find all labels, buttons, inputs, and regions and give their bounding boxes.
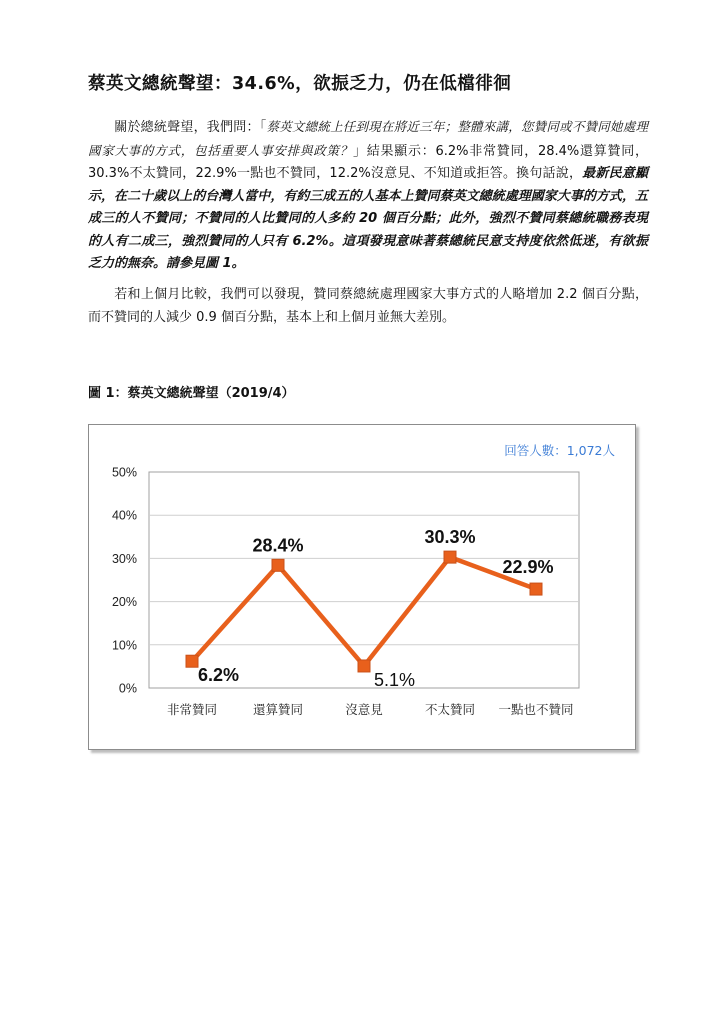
approval-line-chart (89, 425, 637, 751)
y-tick-label: 20% (111, 595, 137, 610)
series-line (192, 557, 536, 666)
y-tick-label: 0% (118, 681, 137, 696)
x-tick-label: 不太贊同 (424, 702, 476, 717)
y-tick-label: 10% (111, 638, 137, 653)
paragraph-2 (88, 284, 648, 329)
data-point (530, 583, 542, 595)
data-label: 22.9% (502, 557, 554, 578)
paragraph-1 (88, 116, 648, 276)
data-point (444, 551, 456, 563)
paragraph-2-text: 若和上個月比較，我們可以發現，贊同蔡總統處理國家大事方式的人略增加 2.2 個百分點，而不贊同的人減少 0.9 個百分點，基本上和上個月並無大差別。 (88, 287, 648, 325)
paragraph-1-results: 」結果顯示：6.2%非常贊同，28.4%還算贊同，30.3%不太贊同，22.9%一點也不贊同，12.2%沒意見、不知道或拒答。換句話說， (88, 143, 648, 181)
survey-question: 蔡英文總統上任到現在將近三年；整體來講，您贊同或不贊同她處理國家大事的方式，包括重要人事安排與政策？ (88, 119, 648, 158)
data-label: 30.3% (424, 527, 476, 548)
data-point (272, 559, 284, 571)
paragraph-1-intro: 關於總統聲望，我們問：「 (114, 120, 267, 135)
x-tick-label: 非常贊同 (166, 702, 218, 717)
figure-caption: 圖 1：蔡英文總統聲望（2019/4） (88, 386, 295, 401)
x-tick-label: 還算贊同 (252, 702, 304, 717)
x-tick-label: 沒意見 (345, 702, 383, 717)
page-title: 蔡英文總統聲望：34.6%，欲振乏力，仍在低檔徘徊 (88, 74, 512, 94)
data-label: 28.4% (252, 535, 304, 556)
data-point (186, 655, 198, 667)
paragraph-1-emphasis: 最新民意顯示，在二十歲以上的台灣人當中，有約三成五的人基本上贊同蔡英文總統處理國家大事的方式，五成三的人不贊同；不贊同的人比贊同的人多約 20 個百分點；此外，強烈不贊同蔡總統職務表現的人有二成三，強烈贊同的人只有 6.2%。這項發現意味著蔡總統民意支持度依然低迷，有欲振乏力的無奈。請參見圖 1。 (88, 166, 648, 271)
data-label: 5.1% (374, 669, 416, 690)
y-tick-label: 50% (111, 465, 137, 480)
y-tick-label: 40% (111, 508, 137, 523)
chart-frame (88, 424, 636, 750)
x-tick-label: 一點也不贊同 (498, 702, 574, 717)
y-tick-label: 30% (111, 551, 137, 566)
data-point (358, 660, 370, 672)
data-label: 6.2% (198, 665, 240, 686)
respondent-count: 回答人數：1,072人 (504, 443, 615, 458)
